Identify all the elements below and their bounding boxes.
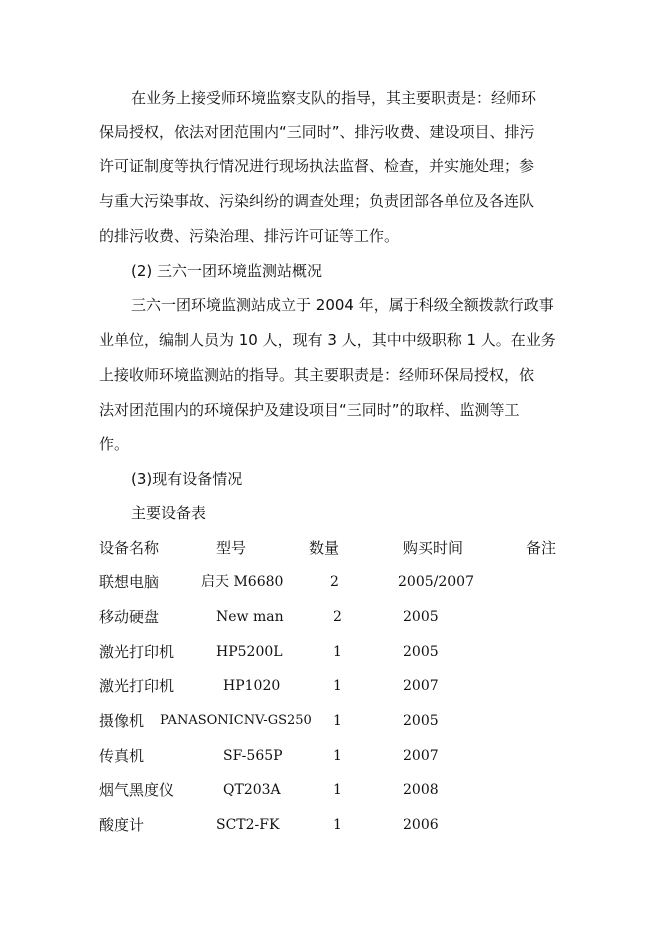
cell-quantity: 1	[333, 713, 342, 729]
paragraph1-line-4: 与重大污染事故、污染纠纷的调查处理；负责团部各单位及各连队	[99, 192, 535, 210]
header-model: 型号	[216, 539, 247, 557]
cell-purchase-date: 2007	[403, 678, 439, 694]
cell-model: SF-565P	[223, 748, 283, 764]
cell-name: 烟气黑度仪	[99, 781, 175, 799]
cell-quantity: 1	[333, 782, 342, 798]
cell-quantity: 2	[333, 609, 342, 625]
section3-heading: (3)现有设备情况	[131, 470, 243, 488]
cell-purchase-date: 2007	[403, 748, 439, 764]
table-title: 主要设备表	[131, 504, 207, 522]
cell-name: 激光打印机	[99, 643, 175, 661]
paragraph2-line-3: 上接收师环境监测站的指导。其主要职责是：经师环保局授权，依	[99, 366, 535, 384]
header-purchase-date: 购买时间	[403, 539, 464, 557]
cell-name: 酸度计	[99, 816, 145, 834]
cell-quantity: 1	[333, 817, 342, 833]
cell-purchase-date: 2005	[403, 609, 439, 625]
cell-name: 移动硬盘	[99, 608, 160, 626]
cell-model: HP5200L	[216, 644, 283, 660]
cell-purchase-date: 2008	[403, 782, 439, 798]
cell-name: 联想电脑	[99, 573, 160, 591]
cell-purchase-date: 2006	[403, 817, 439, 833]
paragraph1-line-2: 保局授权，依法对团范围内“三同时”、排污收费、建设项目、排污	[99, 123, 535, 141]
header-remarks: 备注	[526, 539, 557, 557]
cell-purchase-date: 2005	[403, 644, 439, 660]
header-quantity: 数量	[309, 539, 340, 557]
cell-quantity: 1	[333, 678, 342, 694]
cell-purchase-date: 2005/2007	[398, 574, 474, 590]
cell-model: 启天 M6680	[201, 574, 284, 590]
cell-purchase-date: 2005	[403, 713, 439, 729]
cell-model: QT203A	[223, 782, 281, 798]
header-name: 设备名称	[99, 539, 160, 557]
section2-heading: (2) 三六一团环境监测站概况	[131, 262, 323, 280]
cell-model: HP1020	[223, 678, 281, 694]
paragraph2-line-4: 法对团范围内的环境保护及建设项目“三同时”的取样、监测等工	[99, 401, 520, 419]
cell-name: 摄像机	[99, 712, 145, 730]
cell-name: 传真机	[99, 747, 145, 765]
cell-model: PANASONICNV-GS250	[160, 713, 312, 728]
paragraph1-line-3: 许可证制度等执行情况进行现场执法监督、检查，并实施处理；参	[99, 157, 535, 175]
paragraph2-line-1: 三六一团环境监测站成立于 2004 年，属于科级全额拨款行政事	[131, 296, 554, 314]
cell-name: 激光打印机	[99, 677, 175, 695]
paragraph2-line-5: 作。	[99, 435, 130, 453]
cell-quantity: 2	[330, 574, 339, 590]
paragraph1-line-5: 的排污收费、污染治理、排污许可证等工作。	[99, 227, 400, 245]
paragraph1-line-1: 在业务上接受师环境监察支队的指导，其主要职责是：经师环	[131, 89, 537, 107]
cell-model: SCT2-FK	[216, 817, 280, 833]
cell-quantity: 1	[333, 748, 342, 764]
cell-model: New man	[216, 609, 284, 625]
paragraph2-line-2: 业单位，编制人员为 10 人，现有 3 人，其中中级职称 1 人。在业务	[99, 331, 556, 349]
cell-quantity: 1	[333, 644, 342, 660]
